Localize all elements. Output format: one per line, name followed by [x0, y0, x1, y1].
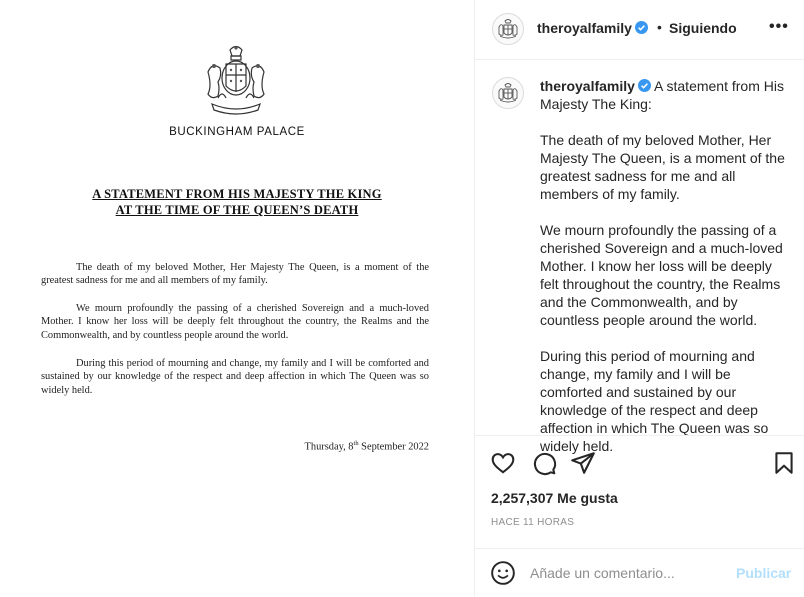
statement-heading-line2: AT THE TIME OF THE QUEEN’S DEATH — [115, 203, 359, 217]
post-time[interactable]: HACE 11 HORAS — [491, 517, 575, 528]
following-button[interactable]: Siguiendo — [669, 20, 737, 36]
royal-coat-of-arms-icon — [200, 42, 272, 118]
publish-button[interactable]: Publicar — [736, 565, 792, 581]
avatar[interactable] — [492, 77, 524, 109]
header-separator: • — [657, 19, 662, 35]
avatar[interactable] — [492, 13, 524, 45]
comment-input[interactable] — [530, 565, 720, 581]
palace-name: BUCKINGHAM PALACE — [169, 126, 305, 138]
more-options-icon[interactable]: ••• — [769, 18, 789, 35]
crest-avatar-icon — [493, 78, 523, 108]
caption-intro: A statement from His Majesty The King: — [540, 78, 784, 112]
document-paragraph-3: During this period of mourning and change, my family and I will be comforted and sustained by our knowledge of the respect and deep affection in which The Queen was so widely held. — [41, 358, 429, 396]
crest-avatar-icon — [493, 14, 523, 44]
document-paragraph-2: We mourn profoundly the passing of a cherished Sovereign and a much-loved Mother. I know her loss will be deeply felt throughout the country, the Realms and the Commonwealth, and by countless people around the world. — [41, 303, 429, 341]
verified-badge-icon — [635, 21, 648, 34]
document-date: Thursday, 8th September 2022 — [304, 440, 429, 453]
caption-scroll-area[interactable] — [475, 60, 804, 454]
post-header — [475, 0, 804, 60]
post-sidebar — [475, 0, 804, 596]
bookmark-icon[interactable] — [771, 450, 797, 476]
emoji-icon[interactable] — [490, 560, 516, 586]
caption-paragraph-1: The death of my beloved Mother, Her Majesty The Queen, is a moment of the greatest sadness for me and all members of my family. — [540, 132, 785, 202]
caption-paragraph-3: During this period of mourning and change, my family and I will be comforted and sustained by our knowledge of the respect and deep affection in which The Queen was so widely held. — [540, 348, 769, 454]
caption-text — [540, 77, 785, 473]
likes-count[interactable]: 2,257,307 Me gusta — [491, 490, 618, 506]
share-icon[interactable] — [570, 450, 596, 476]
verified-badge-icon — [638, 79, 651, 92]
post-actions — [475, 435, 804, 596]
statement-heading-line1: A STATEMENT FROM HIS MAJESTY THE KING — [92, 187, 382, 201]
caption-username[interactable]: theroyalfamily — [540, 78, 651, 94]
document-paragraph-1: The death of my beloved Mother, Her Majesty The Queen, is a moment of the greatest sadness for me and all members of my family. — [41, 262, 429, 287]
heart-icon[interactable] — [490, 450, 516, 476]
caption-paragraph-2: We mourn profoundly the passing of a cherished Sovereign and a much-loved Mother. I know her loss will be deeply felt throughout the country, the Realms and the Commonwealth, and by countless people around the world. — [540, 222, 783, 328]
header-username[interactable]: theroyalfamily — [537, 20, 648, 36]
comment-icon[interactable] — [531, 450, 557, 476]
